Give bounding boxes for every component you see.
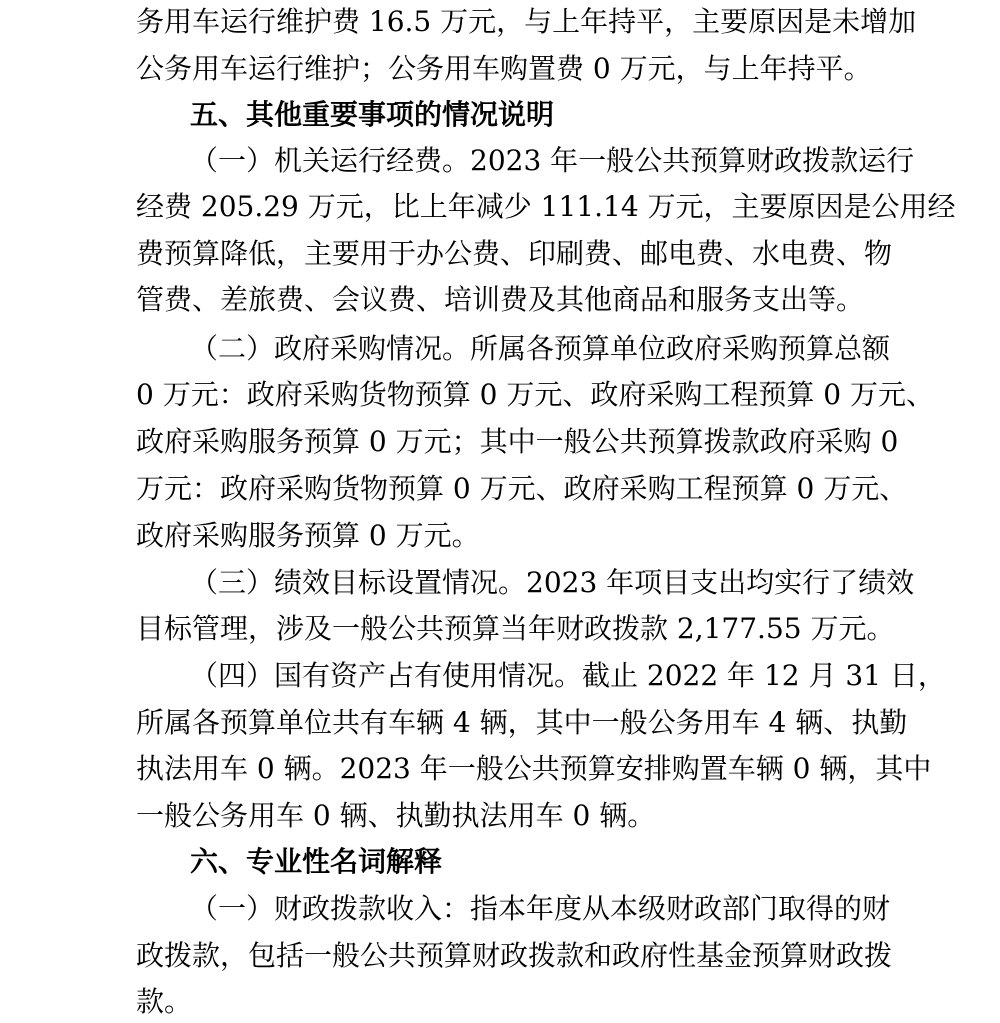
paragraph-line: 款。	[136, 985, 193, 1018]
paragraph-line: 政府采购服务预算 0 万元；其中一般公共预算拨款政府采购 0	[136, 425, 899, 458]
paragraph-line: 一般公务用车 0 辆、执勤执法用车 0 辆。	[136, 799, 656, 832]
paragraph-line: （一）财政拨款收入：指本年度从本级财政部门取得的财	[190, 892, 891, 925]
paragraph-line: （二）政府采购情况。所属各预算单位政府采购预算总额	[190, 332, 891, 365]
section-heading: 五、其他重要事项的情况说明	[190, 98, 555, 131]
paragraph-line: 务用车运行维护费 16.5 万元，与上年持平，主要原因是未增加	[136, 5, 917, 38]
paragraph-line: （三）绩效目标设置情况。2023 年项目支出均实行了绩效	[190, 566, 915, 599]
paragraph-line: 政拨款，包括一般公共预算财政拨款和政府性基金预算财政拨	[136, 939, 893, 972]
paragraph-line: （四）国有资产占有使用情况。截止 2022 年 12 月 31 日，	[190, 659, 946, 692]
paragraph-line: 目标管理，涉及一般公共预算当年财政拨款 2,177.55 万元。	[136, 612, 895, 645]
paragraph-line: 万元：政府采购货物预算 0 万元、政府采购工程预算 0 万元、	[136, 472, 908, 505]
paragraph-line: 经费 205.29 万元，比上年减少 111.14 万元，主要原因是公用经	[136, 190, 956, 223]
paragraph-line: 管费、差旅费、会议费、培训费及其他商品和服务支出等。	[136, 283, 865, 316]
section-heading: 六、专业性名词解释	[190, 845, 443, 878]
paragraph-line: 0 万元：政府采购货物预算 0 万元、政府采购工程预算 0 万元、	[136, 378, 934, 411]
paragraph-line: 公务用车运行维护；公务用车购置费 0 万元，与上年持平。	[136, 52, 872, 85]
paragraph-line: 执法用车 0 辆。2023 年一般公共预算安排购置车辆 0 辆，其中	[136, 752, 932, 785]
paragraph-line: 费预算降低，主要用于办公费、印刷费、邮电费、水电费、物	[136, 237, 893, 270]
paragraph-line: （一）机关运行经费。2023 年一般公共预算财政拨款运行	[190, 144, 915, 177]
paragraph-line: 政府采购服务预算 0 万元。	[136, 519, 480, 552]
paragraph-line: 所属各预算单位共有车辆 4 辆，其中一般公务用车 4 辆、执勤	[136, 706, 908, 739]
